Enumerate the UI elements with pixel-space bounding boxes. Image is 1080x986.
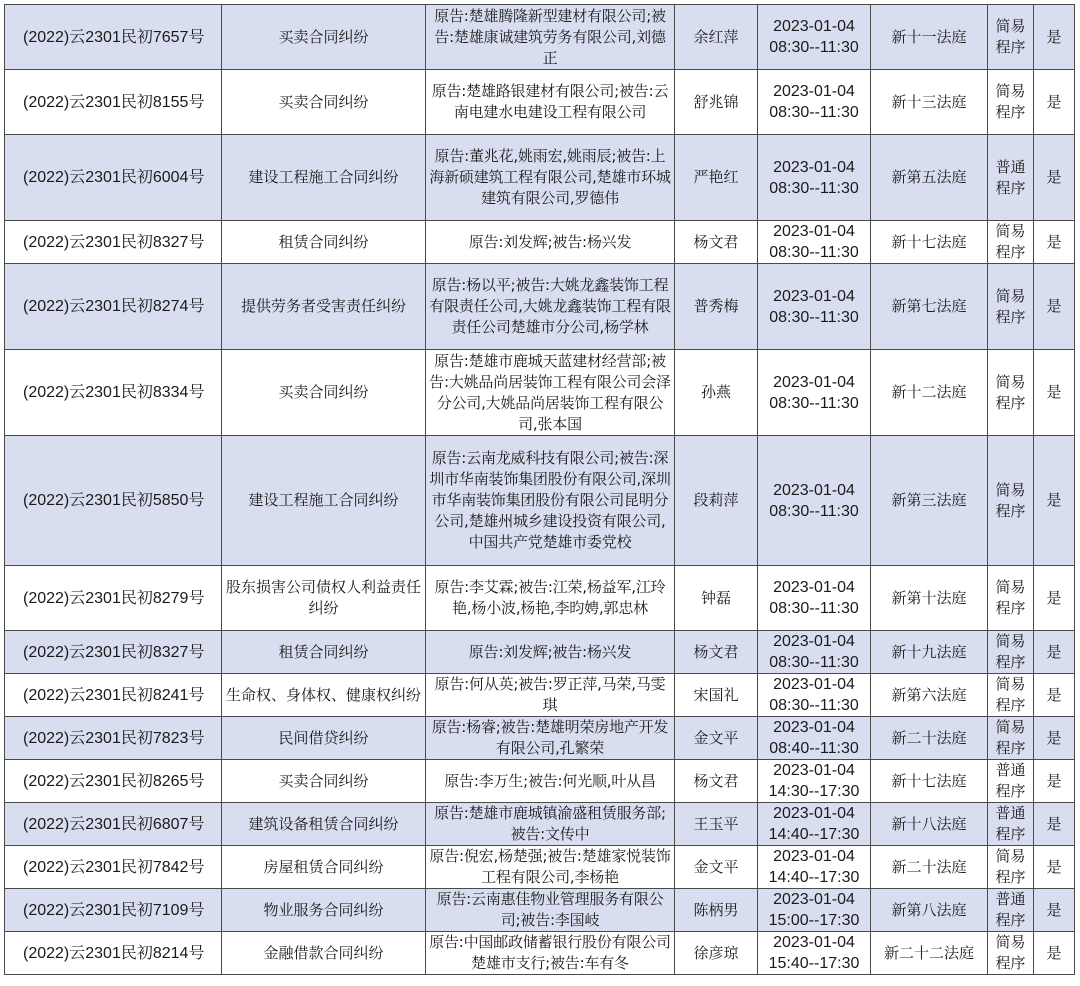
public-hearing-cell: 是	[1034, 889, 1075, 932]
hearing-datetime-cell	[758, 932, 871, 975]
case-cause-cell: 买卖合同纠纷	[222, 5, 426, 70]
table-row	[5, 631, 1075, 674]
judge-cell: 孙燕	[675, 350, 758, 436]
table-row	[5, 70, 1075, 135]
hearing-date: 2023-01-04	[773, 18, 855, 35]
public-hearing-cell: 是	[1034, 436, 1075, 566]
hearing-datetime-cell	[758, 717, 871, 760]
hearing-datetime-cell	[758, 264, 871, 350]
procedure-cell: 简易程序	[988, 674, 1034, 717]
courtroom-cell: 新二十法庭	[871, 717, 988, 760]
hearing-time: 08:30--11:30	[769, 394, 859, 412]
public-hearing-cell: 是	[1034, 350, 1075, 436]
hearing-datetime-cell	[758, 674, 871, 717]
courtroom-cell: 新第十法庭	[871, 566, 988, 631]
table-row	[5, 135, 1075, 221]
procedure-cell: 普通程序	[988, 760, 1034, 803]
courtroom-cell: 新第六法庭	[871, 674, 988, 717]
courtroom-cell: 新十一法庭	[871, 5, 988, 70]
case-cause-cell: 租赁合同纠纷	[222, 631, 426, 674]
case-number-cell: (2022)云2301民初8327号	[5, 221, 222, 264]
judge-cell: 金文平	[675, 846, 758, 889]
hearing-time: 08:30--11:30	[769, 502, 859, 520]
judge-cell: 徐彦琼	[675, 932, 758, 975]
case-cause-cell: 建设工程施工合同纠纷	[222, 135, 426, 221]
table-row	[5, 760, 1075, 803]
case-number-cell: (2022)云2301民初5850号	[5, 436, 222, 566]
hearing-date: 2023-01-04	[773, 805, 855, 822]
hearing-time: 08:30--11:30	[769, 244, 859, 261]
case-cause-cell: 股东损害公司债权人利益责任纠纷	[222, 566, 426, 631]
hearing-date: 2023-01-04	[773, 373, 855, 391]
procedure-cell: 简易程序	[988, 846, 1034, 889]
judge-cell: 余红萍	[675, 5, 758, 70]
procedure-cell: 简易程序	[988, 436, 1034, 566]
table-row	[5, 803, 1075, 846]
judge-cell: 陈柄男	[675, 889, 758, 932]
case-number-cell: (2022)云2301民初7823号	[5, 717, 222, 760]
parties-cell: 原告:杨以平;被告:大姚龙鑫装饰工程有限责任公司,大姚龙鑫装饰工程有限责任公司楚雄市分公司,杨学林	[426, 264, 675, 350]
courtroom-cell: 新第七法庭	[871, 264, 988, 350]
hearing-date: 2023-01-04	[773, 934, 855, 951]
hearing-date: 2023-01-04	[773, 891, 855, 908]
public-hearing-cell: 是	[1034, 717, 1075, 760]
public-hearing-cell: 是	[1034, 631, 1075, 674]
table-row	[5, 717, 1075, 760]
public-hearing-cell: 是	[1034, 566, 1075, 631]
table-row	[5, 846, 1075, 889]
hearing-date: 2023-01-04	[773, 287, 855, 305]
hearing-date: 2023-01-04	[773, 481, 855, 499]
parties-cell: 原告:云南龙威科技有限公司;被告:深圳市华南装饰集团股份有限公司,深圳市华南装饰集团股份有限公司昆明分公司,楚雄州城乡建设投资有限公司,中国共产党楚雄市委党校	[426, 436, 675, 566]
judge-cell: 严艳红	[675, 135, 758, 221]
hearing-time: 14:40--17:30	[768, 826, 860, 843]
courtroom-cell: 新十九法庭	[871, 631, 988, 674]
case-number-cell: (2022)云2301民初8279号	[5, 566, 222, 631]
hearing-time: 14:30--17:30	[768, 783, 860, 800]
hearing-date: 2023-01-04	[773, 848, 855, 865]
parties-cell: 原告:楚雄市鹿城镇渝盛租赁服务部;被告:文传中	[426, 803, 675, 846]
hearing-time: 08:30--11:30	[769, 697, 859, 714]
hearing-datetime-cell	[758, 70, 871, 135]
public-hearing-cell: 是	[1034, 221, 1075, 264]
table-row	[5, 566, 1075, 631]
hearing-time: 08:30--11:30	[769, 179, 859, 197]
public-hearing-cell: 是	[1034, 674, 1075, 717]
courtroom-cell: 新十二法庭	[871, 350, 988, 436]
case-cause-cell: 房屋租赁合同纠纷	[222, 846, 426, 889]
procedure-cell: 简易程序	[988, 932, 1034, 975]
parties-cell: 原告:楚雄市鹿城天蓝建材经营部;被告:大姚品尚居装饰工程有限公司会泽分公司,大姚品尚居装饰工程有限公司,张本国	[426, 350, 675, 436]
judge-cell: 钟磊	[675, 566, 758, 631]
hearing-datetime-cell	[758, 566, 871, 631]
hearing-datetime-cell	[758, 5, 871, 70]
procedure-cell: 简易程序	[988, 566, 1034, 631]
procedure-cell: 简易程序	[988, 350, 1034, 436]
courtroom-cell: 新十八法庭	[871, 803, 988, 846]
courtroom-cell: 新二十法庭	[871, 846, 988, 889]
public-hearing-cell: 是	[1034, 846, 1075, 889]
case-number-cell: (2022)云2301民初8274号	[5, 264, 222, 350]
case-number-cell: (2022)云2301民初8241号	[5, 674, 222, 717]
case-cause-cell: 买卖合同纠纷	[222, 70, 426, 135]
hearing-time: 14:40--17:30	[768, 869, 860, 886]
procedure-cell: 普通程序	[988, 889, 1034, 932]
courtroom-cell: 新第八法庭	[871, 889, 988, 932]
case-number-cell: (2022)云2301民初8214号	[5, 932, 222, 975]
hearing-datetime-cell	[758, 135, 871, 221]
hearing-datetime-cell	[758, 221, 871, 264]
judge-cell: 段莉萍	[675, 436, 758, 566]
hearing-time: 08:30--11:30	[769, 104, 859, 121]
hearing-date: 2023-01-04	[773, 83, 855, 100]
parties-cell: 原告:李万生;被告:何光顺,叶从昌	[426, 760, 675, 803]
procedure-cell: 简易程序	[988, 221, 1034, 264]
case-number-cell: (2022)云2301民初8334号	[5, 350, 222, 436]
public-hearing-cell: 是	[1034, 5, 1075, 70]
hearing-date: 2023-01-04	[773, 579, 855, 596]
table-row	[5, 264, 1075, 350]
case-number-cell: (2022)云2301民初8327号	[5, 631, 222, 674]
courtroom-cell: 新十三法庭	[871, 70, 988, 135]
case-cause-cell: 建设工程施工合同纠纷	[222, 436, 426, 566]
case-cause-cell: 物业服务合同纠纷	[222, 889, 426, 932]
parties-cell: 原告:楚雄腾隆新型建材有限公司;被告:楚雄康诚建筑劳务有限公司,刘德正	[426, 5, 675, 70]
hearing-date: 2023-01-04	[773, 762, 855, 779]
hearing-date: 2023-01-04	[773, 633, 855, 650]
procedure-cell: 简易程序	[988, 70, 1034, 135]
procedure-cell: 简易程序	[988, 631, 1034, 674]
parties-cell: 原告:李艾霖;被告:江荣,杨益军,江玲艳,杨小波,杨艳,李昀娉,郭忠林	[426, 566, 675, 631]
judge-cell: 宋国礼	[675, 674, 758, 717]
schedule-rows	[5, 5, 1075, 975]
hearing-time: 08:30--11:30	[769, 308, 859, 326]
courtroom-cell: 新第五法庭	[871, 135, 988, 221]
procedure-cell: 简易程序	[988, 717, 1034, 760]
case-cause-cell: 买卖合同纠纷	[222, 350, 426, 436]
table-row	[5, 221, 1075, 264]
judge-cell: 普秀梅	[675, 264, 758, 350]
hearing-date: 2023-01-04	[773, 223, 855, 240]
hearing-datetime-cell	[758, 436, 871, 566]
judge-cell: 舒兆锦	[675, 70, 758, 135]
case-cause-cell: 提供劳务者受害责任纠纷	[222, 264, 426, 350]
hearing-date: 2023-01-04	[773, 158, 855, 176]
case-cause-cell: 买卖合同纠纷	[222, 760, 426, 803]
case-number-cell: (2022)云2301民初8265号	[5, 760, 222, 803]
public-hearing-cell: 是	[1034, 803, 1075, 846]
procedure-cell: 普通程序	[988, 135, 1034, 221]
procedure-cell: 简易程序	[988, 264, 1034, 350]
table-row	[5, 436, 1075, 566]
hearing-time: 15:00--17:30	[768, 912, 860, 929]
case-number-cell: (2022)云2301民初7842号	[5, 846, 222, 889]
courtroom-cell: 新十七法庭	[871, 221, 988, 264]
parties-cell: 原告:刘发辉;被告:杨兴发	[426, 221, 675, 264]
table-row	[5, 674, 1075, 717]
case-number-cell: (2022)云2301民初8155号	[5, 70, 222, 135]
procedure-cell: 简易程序	[988, 5, 1034, 70]
parties-cell: 原告:董兆花,姚雨宏,姚雨辰;被告:上海新硕建筑工程有限公司,楚雄市环城建筑有限公司,罗德伟	[426, 135, 675, 221]
case-number-cell: (2022)云2301民初6807号	[5, 803, 222, 846]
hearing-time: 08:30--11:30	[769, 654, 859, 671]
table-row	[5, 350, 1075, 436]
courtroom-cell: 新二十二法庭	[871, 932, 988, 975]
public-hearing-cell: 是	[1034, 135, 1075, 221]
case-cause-cell: 民间借贷纠纷	[222, 717, 426, 760]
parties-cell: 原告:云南惠佳物业管理服务有限公司;被告:李国岐	[426, 889, 675, 932]
case-cause-cell: 生命权、身体权、健康权纠纷	[222, 674, 426, 717]
judge-cell: 金文平	[675, 717, 758, 760]
case-number-cell: (2022)云2301民初7657号	[5, 5, 222, 70]
parties-cell: 原告:何从英;被告:罗正萍,马荣,马雯琪	[426, 674, 675, 717]
table-row	[5, 5, 1075, 70]
case-cause-cell: 金融借款合同纠纷	[222, 932, 426, 975]
case-number-cell: (2022)云2301民初6004号	[5, 135, 222, 221]
hearing-time: 15:40--17:30	[768, 955, 860, 972]
hearing-datetime-cell	[758, 846, 871, 889]
hearing-datetime-cell	[758, 803, 871, 846]
public-hearing-cell: 是	[1034, 264, 1075, 350]
judge-cell: 杨文君	[675, 221, 758, 264]
procedure-cell: 普通程序	[988, 803, 1034, 846]
hearing-datetime-cell	[758, 760, 871, 803]
courtroom-cell: 新十七法庭	[871, 760, 988, 803]
parties-cell: 原告:中国邮政储蓄银行股份有限公司楚雄市支行;被告:车有冬	[426, 932, 675, 975]
public-hearing-cell: 是	[1034, 760, 1075, 803]
hearing-date: 2023-01-04	[773, 676, 855, 693]
hearing-time: 08:30--11:30	[769, 600, 859, 617]
hearing-datetime-cell	[758, 631, 871, 674]
courtroom-cell: 新第三法庭	[871, 436, 988, 566]
hearing-time: 08:30--11:30	[769, 39, 859, 56]
case-cause-cell: 租赁合同纠纷	[222, 221, 426, 264]
public-hearing-cell: 是	[1034, 70, 1075, 135]
hearing-schedule-table	[4, 4, 1075, 975]
hearing-time: 08:40--11:30	[769, 740, 859, 757]
table-row	[5, 889, 1075, 932]
table-row	[5, 932, 1075, 975]
judge-cell: 杨文君	[675, 631, 758, 674]
judge-cell: 王玉平	[675, 803, 758, 846]
case-cause-cell: 建筑设备租赁合同纠纷	[222, 803, 426, 846]
public-hearing-cell: 是	[1034, 932, 1075, 975]
parties-cell: 原告:楚雄路银建材有限公司;被告:云南电建水电建设工程有限公司	[426, 70, 675, 135]
parties-cell: 原告:杨睿;被告:楚雄明荣房地产开发有限公司,孔繁荣	[426, 717, 675, 760]
hearing-datetime-cell	[758, 350, 871, 436]
parties-cell: 原告:倪宏,杨楚强;被告:楚雄家悦装饰工程有限公司,李杨艳	[426, 846, 675, 889]
parties-cell: 原告:刘发辉;被告:杨兴发	[426, 631, 675, 674]
hearing-datetime-cell	[758, 889, 871, 932]
hearing-date: 2023-01-04	[773, 719, 855, 736]
judge-cell: 杨文君	[675, 760, 758, 803]
case-number-cell: (2022)云2301民初7109号	[5, 889, 222, 932]
